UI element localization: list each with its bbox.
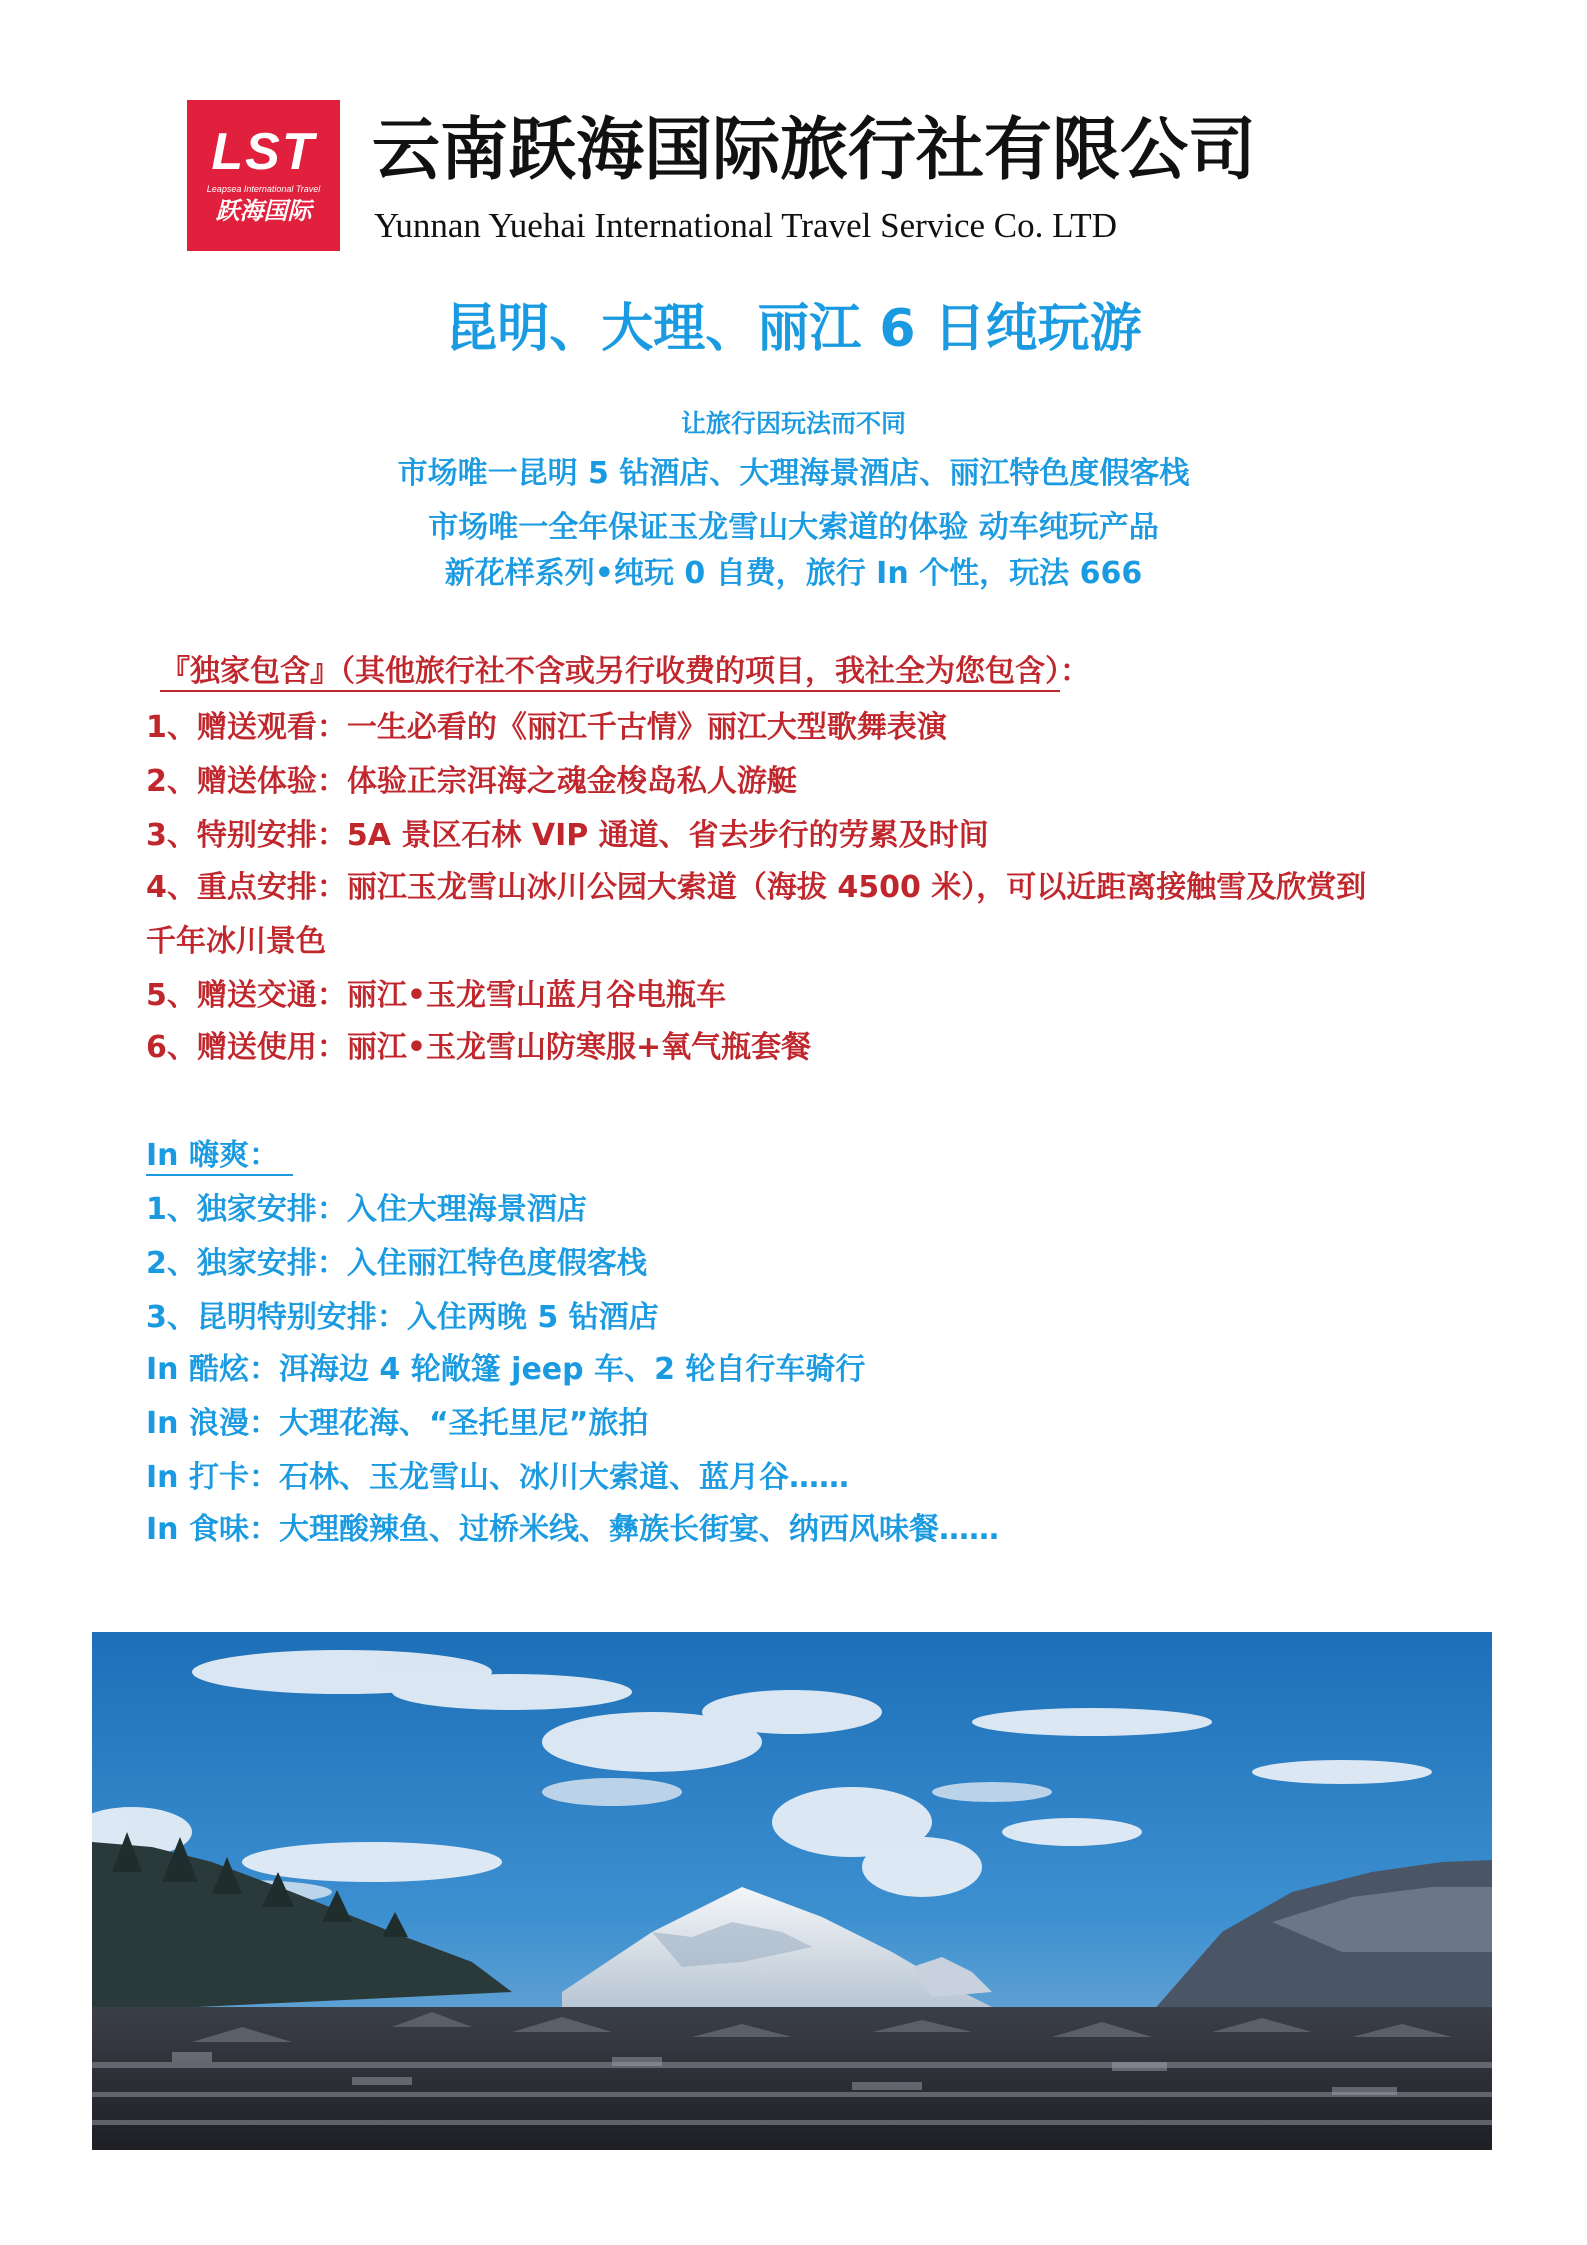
exclusive-item: 5、赠送交通：丽江•玉龙雪山蓝月谷电瓶车 <box>146 978 727 1013</box>
highlights-heading-text: In 嗨爽： <box>146 1138 293 1176</box>
tagline-1: 让旅行因玩法而不同 <box>680 409 906 438</box>
exclusive-item: 6、赠送使用：丽江•玉龙雪山防寒服+氧气瓶套餐 <box>146 1030 812 1065</box>
exclusive-heading <box>160 650 1520 694</box>
exclusive-item: 3、特别安排：5A 景区石林 VIP 通道、省去步行的劳累及时间 <box>146 818 989 853</box>
exclusive-item: 4、重点安排：丽江玉龙雪山冰川公园大索道（海拔 4500 米），可以近距离接触雪及欣赏到 <box>146 870 1367 905</box>
highlights-heading <box>146 1134 1506 1178</box>
highlight-item: 2、独家安排：入住丽江特色度假客栈 <box>146 1246 647 1281</box>
logo-subtitle: Leapsea International Travel <box>206 184 321 194</box>
highlight-item: 3、昆明特别安排：入住两晚 5 钻酒店 <box>146 1300 659 1335</box>
tagline-4: 新花样系列•纯玩 0 自费，旅行 In 个性，玩法 666 <box>444 556 1143 591</box>
highlight-item: 1、独家安排：入住大理海景酒店 <box>146 1192 587 1227</box>
highlight-item: In 打卡：石林、玉龙雪山、冰川大索道、蓝月谷…… <box>146 1460 849 1495</box>
logo-cn-name: 跃海国际 <box>215 197 312 225</box>
company-name-en: Yunnan Yuehai International Travel Service Co. LTD <box>374 206 1117 245</box>
tagline-3: 市场唯一全年保证玉龙雪山大索道的体验 动车纯玩产品 <box>428 510 1159 545</box>
company-logo <box>187 100 340 251</box>
highlight-item: In 食味：大理酸辣鱼、过桥米线、彝族长街宴、纳西风味餐…… <box>146 1512 999 1547</box>
highlight-item: In 浪漫：大理花海、“圣托里尼”旅拍 <box>146 1406 649 1441</box>
exclusive-heading-suffix: ： <box>1060 654 1090 689</box>
landscape-photo <box>92 1632 1492 2150</box>
tagline-2: 市场唯一昆明 5 钻酒店、大理海景酒店、丽江特色度假客栈 <box>397 456 1190 491</box>
highlight-item: In 酷炫：洱海边 4 轮敞篷 jeep 车、2 轮自行车骑行 <box>146 1352 866 1387</box>
snow-mountain-illustration <box>92 1632 1492 2150</box>
company-name-cn: 云南跃海国际旅行社有限公司 <box>372 110 1257 190</box>
exclusive-item: 2、赠送体验：体验正宗洱海之魂金梭岛私人游艇 <box>146 764 797 799</box>
exclusive-heading-text: 『独家包含』（其他旅行社不含或另行收费的项目，我社全为您包含） <box>160 654 1060 692</box>
logo-mark: LST <box>211 123 316 181</box>
exclusive-item-continued: 千年冰川景色 <box>146 924 326 959</box>
page-title: 昆明、大理、丽江 6 日纯玩游 <box>445 299 1142 359</box>
exclusive-item: 1、赠送观看：一生必看的《丽江千古情》丽江大型歌舞表演 <box>146 710 947 745</box>
